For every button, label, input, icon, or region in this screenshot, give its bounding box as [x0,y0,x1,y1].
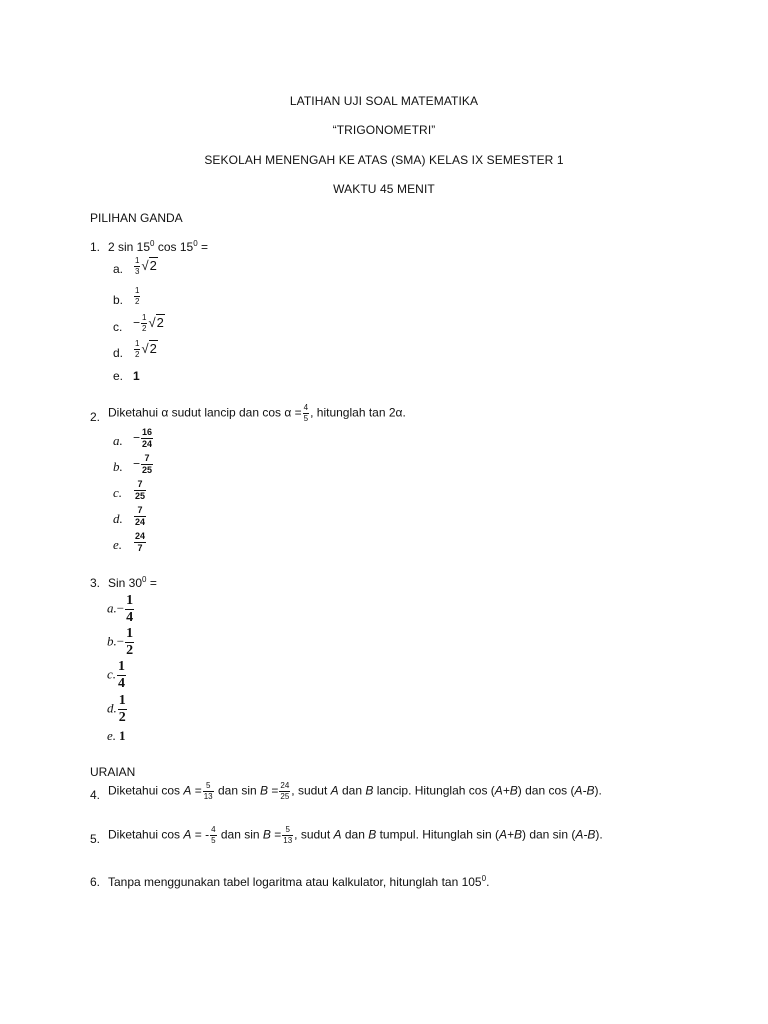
fraction: $\frac{5}{13}$ [283,825,293,845]
document-school: SEKOLAH MENENGAH KE ATAS (SMA) KELAS IX SEMESTER 1 [204,153,564,167]
option-value [133,506,147,527]
fraction: $\frac{1}{2}$ [118,693,126,725]
option-label: d. [113,346,124,360]
option-value [133,257,158,276]
option-value: 1 [133,369,140,383]
option-value: − $\frac{16}{24}$ [133,427,153,449]
fraction: $\frac{4}{5}$ [211,825,216,845]
option-value [133,480,147,501]
fraction: $\frac{16}{24}$ [142,427,153,449]
fraction: $\frac{4}{5}$ [303,403,309,423]
fraction: $\frac{1}{4}$ [118,659,126,691]
square-root: √2 [148,314,164,330]
fraction: $\frac{1}{3}$ [135,256,140,276]
section-heading-essay: URAIAN [90,765,136,779]
fraction: $\frac{7}{24}$ [135,505,146,527]
fraction: $\frac{5}{13}$ [203,781,213,801]
fraction: $\frac{24}{7}$ [135,531,146,553]
question-3-text: Sin $30^0$ = [108,575,157,590]
question-number: 6. [90,875,101,889]
option-label: c. [113,320,123,334]
option-label: b. [113,459,123,474]
option-value [133,287,141,306]
option-label: c. [113,485,123,500]
fraction: $\frac{24}{25}$ [280,781,290,801]
square-root: √2 [141,340,157,356]
option-a: a.− $\frac{1}{4}$ [107,593,134,625]
option-label: d. [113,511,123,526]
question-6-text: Tanpa menggunakan tabel logaritma atau kalkulator, hitunglah $\tan 105^0$. [108,874,490,889]
question-number: 2. [90,410,101,424]
section-heading-multiple-choice: PILIHAN GANDA [90,211,183,225]
fraction: $\frac{7}{25}$ [142,453,153,475]
document-topic: “TRIGONOMETRI” [332,123,436,137]
fraction: $\frac{1}{2}$ [126,626,134,658]
fraction: $\frac{1}{2}$ [135,339,140,359]
fraction: $\frac{1}{4}$ [126,593,134,625]
option-value [133,532,147,553]
option-label: a. [113,262,124,276]
option-b: b.− $\frac{1}{2}$ [107,626,134,658]
option-c: c. $\frac{1}{4}$ [107,659,126,691]
option-value: − $\frac{7}{25}$ [133,453,153,475]
document-title: LATIHAN UJI SOAL MATEMATIKA [289,94,479,108]
option-value [133,340,158,359]
option-label: b. [113,293,124,307]
option-value: − $\frac{1}{2}$ √2 [133,313,164,333]
question-4-text: Diketahui cos A = $\frac{5}{13}$ dan sin B = $\frac{24}{25}$ , sudut A dan B lancip. Hitunglah cos (A+B) dan cos (A-B). [108,781,602,801]
option-d: d. $\frac{1}{2}$ [107,693,126,725]
option-label: e. [113,537,123,552]
square-root: √2 [141,257,157,273]
question-number: 1. [90,240,101,254]
fraction: $\frac{7}{25}$ [135,479,146,501]
question-number: 3. [90,576,101,590]
option-label: a. [113,433,123,448]
question-5-text: Diketahui cos A = - $\frac{4}{5}$ dan sin B = $\frac{5}{13}$ , sudut A dan B tumpul. Hitunglah sin (A+B) dan sin (A-B). [108,825,603,845]
option-e: e. 1 [107,728,126,743]
question-number: 4. [90,788,101,802]
fraction: $\frac{1}{2}$ [135,286,140,306]
fraction: $\frac{1}{2}$ [142,313,147,333]
document-time: WAKTU 45 MENIT [333,182,435,196]
question-2-text: Diketahui α sudut lancip dan cos α = $\frac{4}{5}$ , hitunglah tan 2α. [108,403,406,423]
question-number: 5. [90,832,101,846]
option-label: e. [113,369,124,383]
question-1-text: 2 $\sin 15^0$ $\cos 15^0$ = [108,239,208,254]
